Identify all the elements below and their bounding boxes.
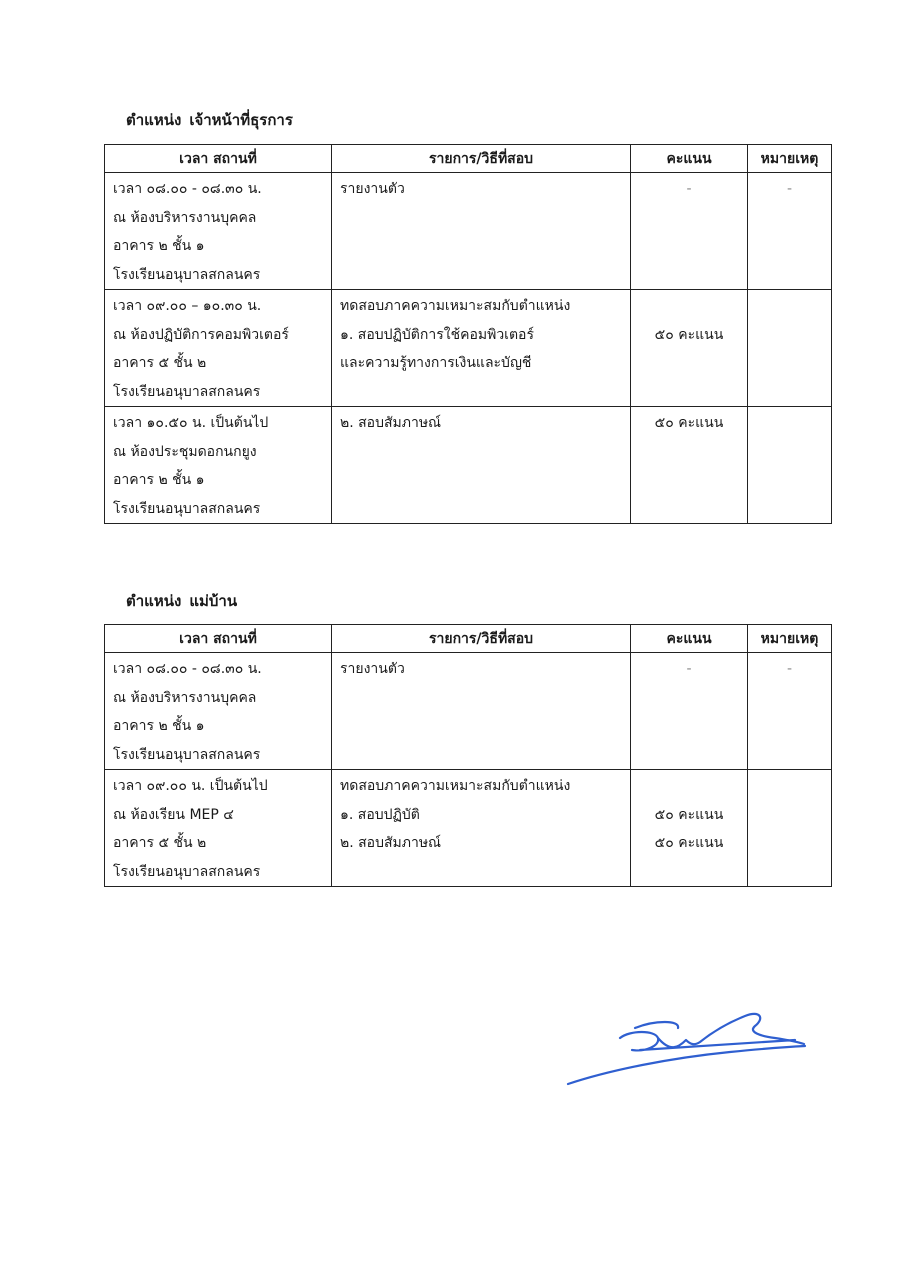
note-cell: [748, 407, 832, 524]
room-text: ณ ห้องบริหารงานบุคคล: [113, 689, 257, 706]
header-score: คะแนน: [631, 145, 748, 173]
items-cell: [332, 173, 631, 290]
building-text: อาคาร ๒ ชั้น ๑: [113, 718, 205, 734]
score-text: [639, 772, 739, 801]
time-place-cell: [105, 173, 332, 290]
room-text: ณ ห้องประชุมดอกนกยูง: [113, 443, 257, 460]
header-note: หมายเหตุ: [748, 625, 832, 653]
score-cell: [631, 407, 748, 524]
score-cell: [631, 653, 748, 770]
table-header-row: [105, 145, 832, 173]
table-row: [105, 770, 832, 887]
items-cell: [332, 407, 631, 524]
time-place-cell: [105, 290, 332, 407]
note-cell: [748, 770, 832, 887]
score-text: [639, 292, 739, 321]
section-title-label: ตำแหน่ง: [126, 592, 182, 610]
table-row: [105, 173, 832, 290]
items-cell: [332, 653, 631, 770]
item-text: และความรู้ทางการเงินและบัญชี: [340, 355, 532, 371]
score-text: ๕๐ คะแนน: [654, 326, 724, 343]
table-row: [105, 290, 832, 407]
item-text: ๒. สอบสัมภาษณ์: [340, 835, 442, 851]
score-cell: [631, 770, 748, 887]
item-text: รายงานตัว: [340, 181, 405, 197]
note-text: -: [786, 661, 793, 677]
time-text: เวลา ๐๙.๐๐ – ๑๐.๓๐ น.: [113, 298, 262, 314]
time-text: เวลา ๐๘.๐๐ - ๐๘.๓๐ น.: [113, 661, 262, 677]
building-text: อาคาร ๕ ชั้น ๒: [113, 355, 207, 371]
building-text: อาคาร ๕ ชั้น ๒: [113, 835, 207, 851]
schedule-table-housekeeper: [104, 624, 832, 887]
header-time-place: เวลา สถานที่: [105, 145, 332, 173]
note-cell: [748, 653, 832, 770]
item-text: ทดสอบภาคความเหมาะสมกับตำแหน่ง: [340, 778, 571, 794]
table-row: [105, 407, 832, 524]
schedule-table-clerk: [104, 144, 832, 524]
item-text: ทดสอบภาคความเหมาะสมกับตำแหน่ง: [340, 298, 571, 314]
school-text: โรงเรียนอนุบาลสกลนคร: [113, 746, 261, 763]
score-text: -: [686, 181, 692, 197]
time-place-cell: [105, 653, 332, 770]
header-items: รายการ/วิธีที่สอบ: [332, 625, 631, 653]
section-title-clerk: [126, 108, 293, 132]
score-cell: [631, 290, 748, 407]
note-cell: [748, 173, 832, 290]
item-text: ๑. สอบปฏิบัติการใช้คอมพิวเตอร์: [340, 326, 534, 343]
school-text: โรงเรียนอนุบาลสกลนคร: [113, 383, 261, 400]
room-text: ณ ห้องบริหารงานบุคคล: [113, 209, 257, 226]
room-text: ณ ห้องเรียน MEP ๔: [113, 806, 234, 823]
section-title-value: แม่บ้าน: [189, 592, 238, 610]
header-note: หมายเหตุ: [748, 145, 832, 173]
time-text: เวลา ๐๙.๐๐ น. เป็นต้นไป: [113, 778, 268, 794]
items-cell: [332, 290, 631, 407]
score-text: -: [686, 661, 692, 677]
room-text: ณ ห้องปฏิบัติการคอมพิวเตอร์: [113, 326, 289, 343]
score-text: ๕๐ คะแนน: [654, 835, 724, 851]
building-text: อาคาร ๒ ชั้น ๑: [113, 472, 205, 488]
score-text: ๕๐ คะแนน: [654, 806, 724, 823]
building-text: อาคาร ๒ ชั้น ๑: [113, 238, 205, 254]
time-place-cell: [105, 770, 332, 887]
item-text: ๒. สอบสัมภาษณ์: [340, 415, 442, 431]
score-cell: [631, 173, 748, 290]
items-cell: [332, 770, 631, 887]
time-place-cell: [105, 407, 332, 524]
time-text: เวลา ๑๐.๕๐ น. เป็นต้นไป: [113, 415, 269, 431]
section-title-value: เจ้าหน้าที่ธุรการ: [189, 111, 293, 129]
item-text: ๑. สอบปฏิบัติ: [340, 806, 420, 823]
note-text: -: [786, 181, 793, 197]
header-time-place: เวลา สถานที่: [105, 625, 332, 653]
table-header-row: [105, 625, 832, 653]
item-text: รายงานตัว: [340, 661, 405, 677]
school-text: โรงเรียนอนุบาลสกลนคร: [113, 266, 261, 283]
note-cell: [748, 290, 832, 407]
header-items: รายการ/วิธีที่สอบ: [332, 145, 631, 173]
signature: [560, 1000, 820, 1100]
header-score: คะแนน: [631, 625, 748, 653]
school-text: โรงเรียนอนุบาลสกลนคร: [113, 863, 261, 880]
score-text: ๕๐ คะแนน: [654, 415, 724, 431]
time-text: เวลา ๐๘.๐๐ - ๐๘.๓๐ น.: [113, 181, 262, 197]
section-title-housekeeper: [126, 589, 237, 613]
section-title-label: ตำแหน่ง: [126, 111, 182, 129]
table-row: [105, 653, 832, 770]
school-text: โรงเรียนอนุบาลสกลนคร: [113, 500, 261, 517]
